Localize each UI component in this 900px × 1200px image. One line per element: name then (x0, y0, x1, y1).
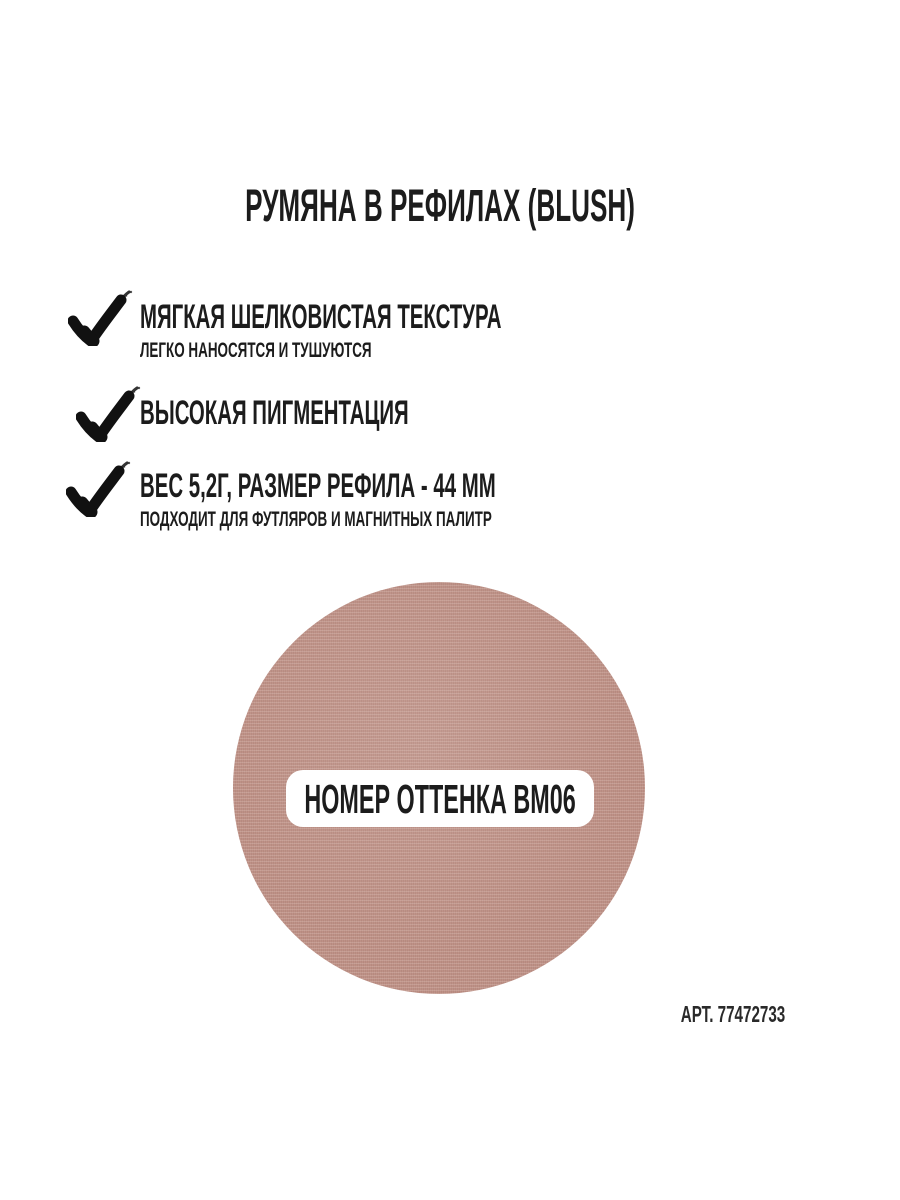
shade-label-text: НОМЕР ОТТЕНКА BM06 (304, 775, 576, 822)
checkmark-icon (66, 461, 132, 517)
checkmark-icon (76, 386, 142, 442)
page-title-text: РУМЯНА В РЕФИЛАХ (BLUSH) (245, 180, 635, 231)
feature-title: ВЕС 5,2Г, РАЗМЕР РЕФИЛА - 44 ММ (140, 467, 496, 505)
feature-subtitle: ПОДХОДИТ ДЛЯ ФУТЛЯРОВ И МАГНИТНЫХ ПАЛИТР (140, 508, 492, 531)
article-number: АРТ. 77472733 (680, 1001, 785, 1027)
feature-title: ВЫСОКАЯ ПИГМЕНТАЦИЯ (140, 394, 409, 432)
blush-refill-swatch (233, 582, 645, 994)
feature-subtitle: ЛЕГКО НАНОСЯТСЯ И ТУШУЮТСЯ (140, 339, 372, 362)
feature-item-pigmentation (140, 394, 840, 432)
feature-item-texture (140, 298, 840, 363)
feature-item-size (140, 467, 840, 532)
feature-title: МЯГКАЯ ШЕЛКОВИСТАЯ ТЕКСТУРА (140, 298, 502, 336)
checkmark-icon (68, 290, 134, 346)
page-title (0, 182, 880, 230)
shade-label (286, 770, 594, 827)
